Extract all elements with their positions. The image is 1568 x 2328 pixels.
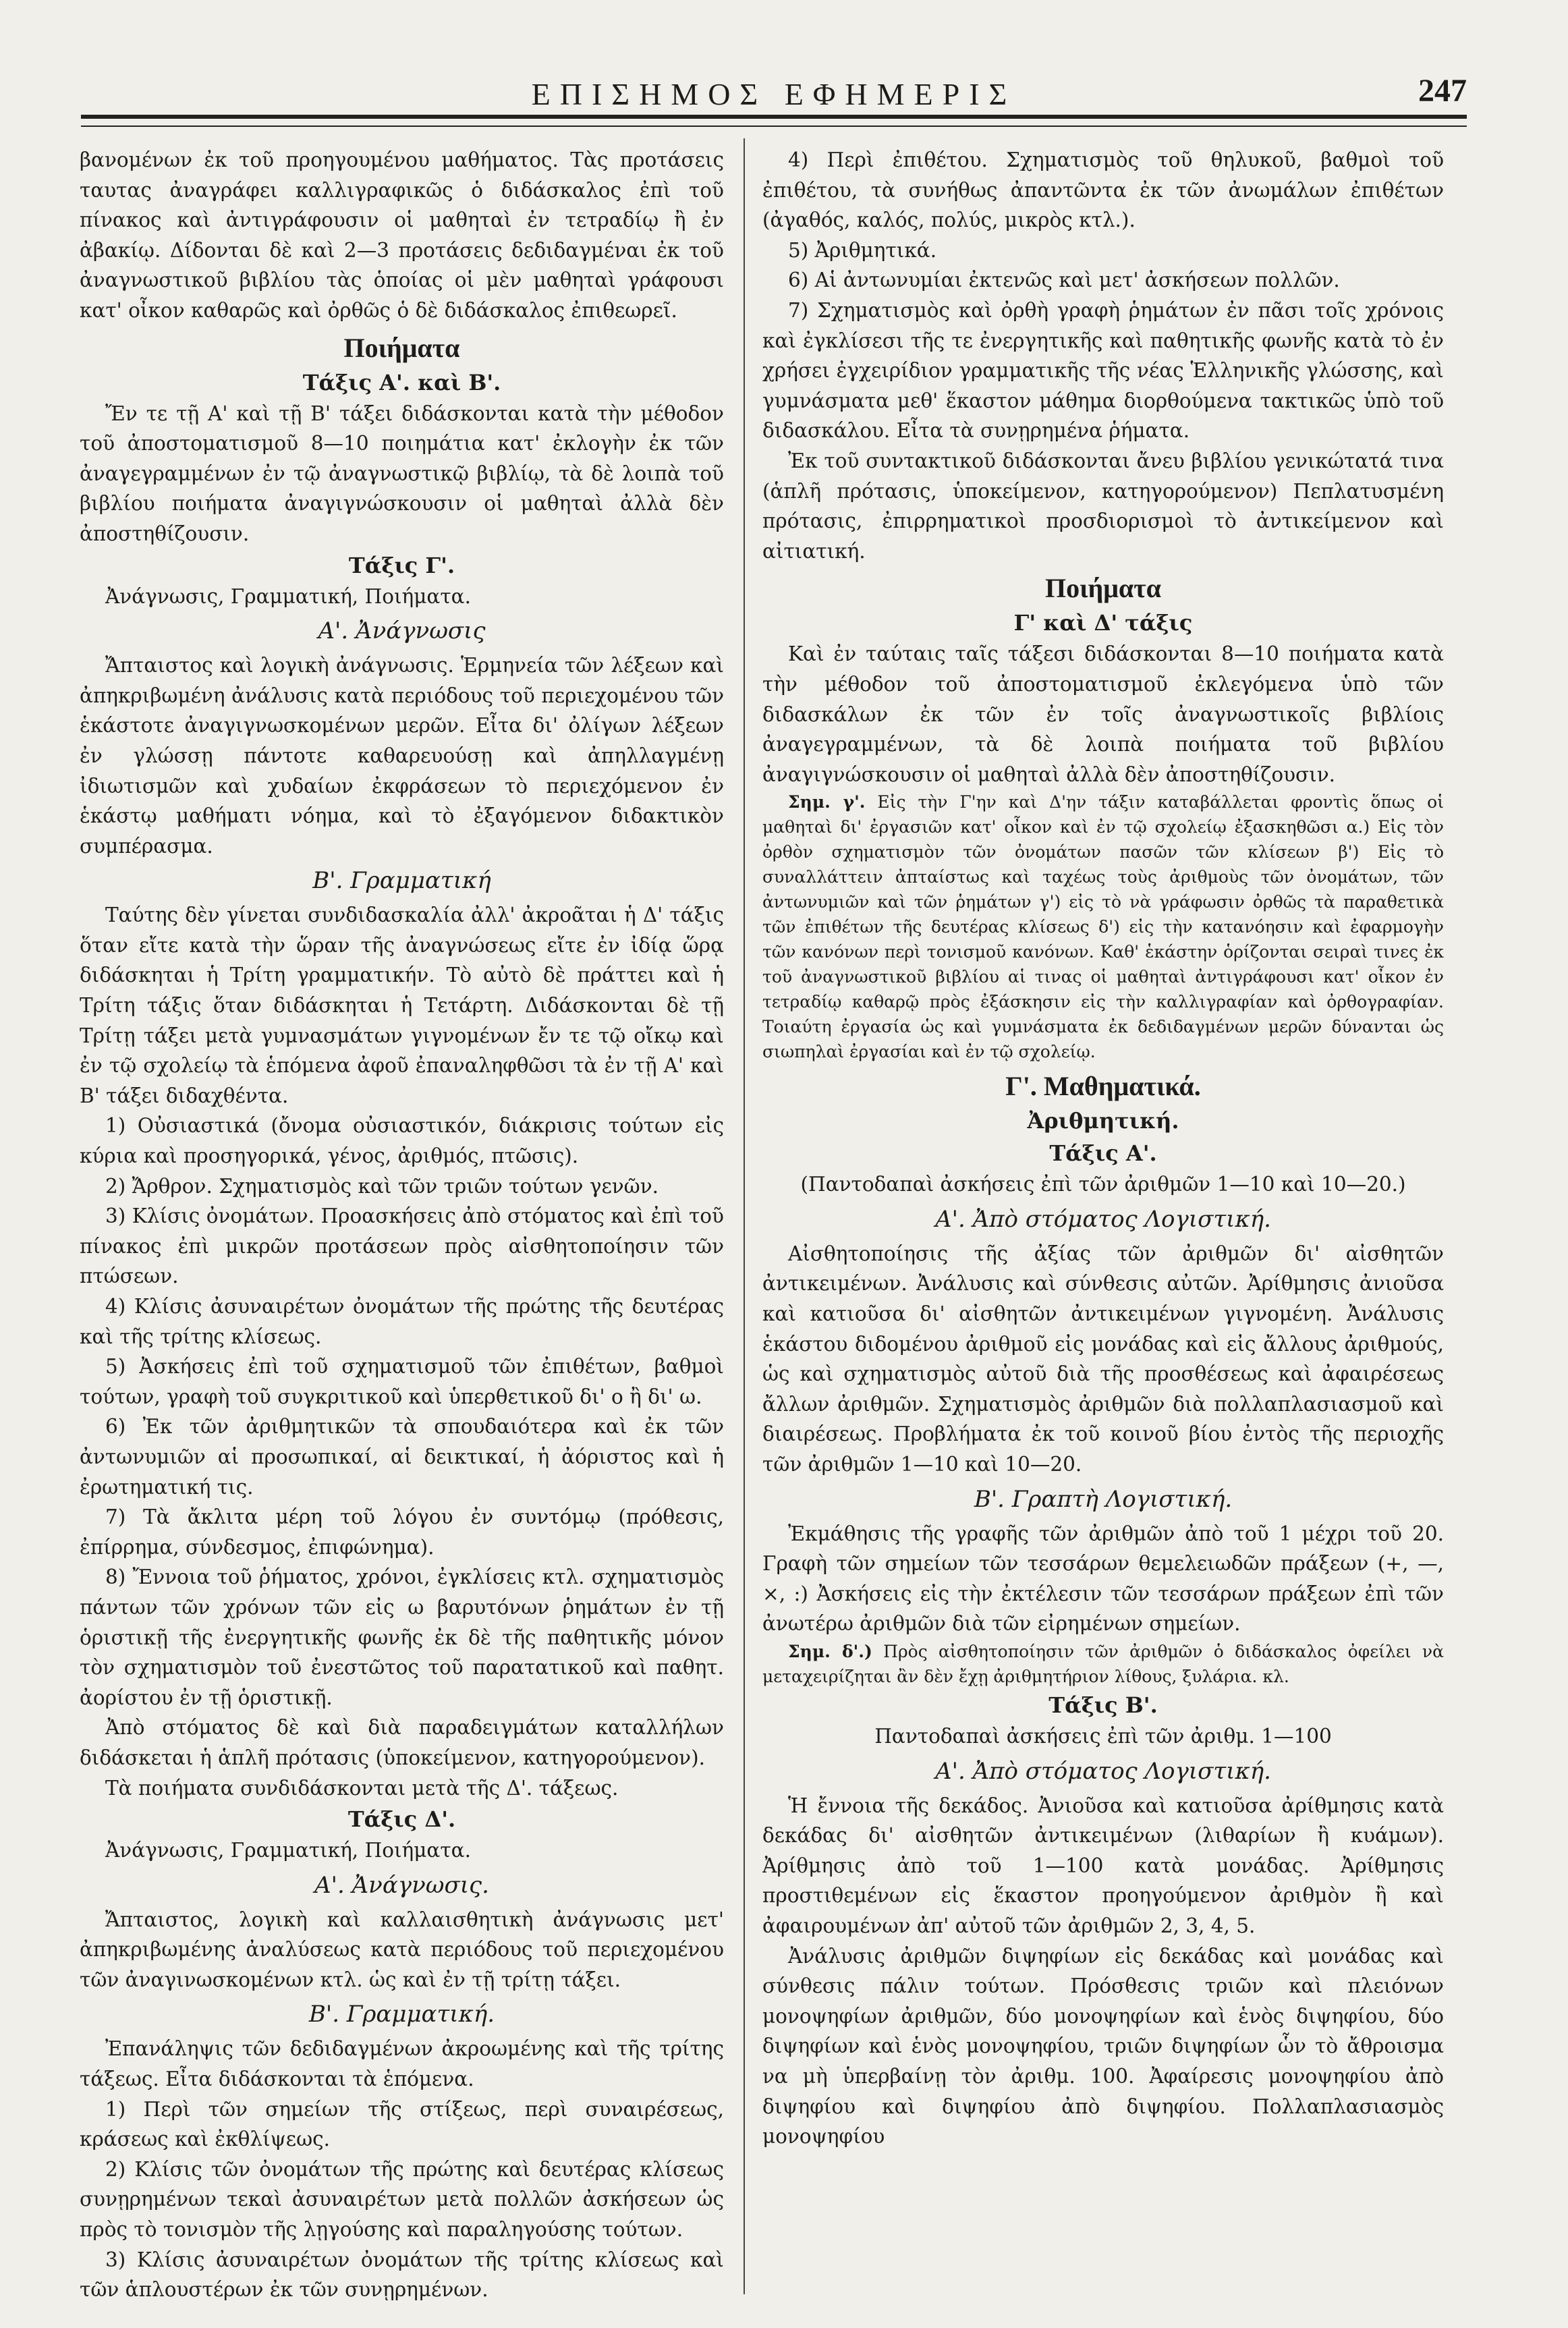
class-ab-heading: Τάξις Α'. καὶ Β'. bbox=[302, 369, 501, 395]
class-g-subjects: Ἀνάγνωσις, Γραμματική, Ποιήματα. bbox=[105, 584, 471, 608]
note-text: Εἰς τὴν Γ'ην καὶ Δ'ην τάξιν καταβάλλεται φροντὶς ὅπως οἱ μαθηταὶ δι' ἐργασιῶν κατ' οἶκον καὶ ἐν τῷ σχολείῳ ἐξασκηθῶσι α.) Εἰς τὸν ὀρθὸν σχηματισμὸν τῶν ὀνομάτων πασῶν τῶν κλίσεων β') Εἰς τὸ συναλλάττειν ἀπταίστως καὶ ταχέως τοὺς ἀριθμοὺς τῶν ὀνομάτων, τῶν ἀντωνυμιῶν καὶ τῶν ῥημάτων γ') εἰς τὸ νὰ γράφωσιν ὀρθῶς τὰ παραθετικὰ τῶν ἐπιθέτων τῆς δευτέρας κλίσεως δ') εἰς τὴν κατανόησιν καὶ ἐφαρμογὴν τῶν κανόνων περὶ τονισμοῦ κανόνων. Καθ' ἑκάστην ὁρίζονται σειραὶ τινες ἐκ τοῦ ἀναγνωστικοῦ βιβλίου αἱ τινας οἱ μαθηταὶ ἀντιγράφουσι κατ' οἶκον ἐν τετραδίῳ καθαρῷ πρὸς ἐξάσκησιν εἰς τὴν καλλιγραφίαν καὶ ὀρθογραφίαν. Τοιαύτη ἐργασία ὡς καὶ γυμνάσματα ἐκ δεδιδαγμένων μερῶν δύνανται ὡς σιωπηλαὶ ἐργασίαι καὶ ἐν τῷ σχολείῳ. bbox=[762, 792, 1444, 1062]
grammar-d-item: 7) Σχηματισμὸς καὶ ὀρθὴ γραφὴ ῥημάτων ἐν πᾶσι τοῖς χρόνοις καὶ ἐγκλίσεσι τῆς τε ἐνεργητικῆς καὶ παθητικῆς φωνῆς κατὰ τὸ ἐν χρήσει ἐγχειρίδιον γραμματικῆς τῆς νέας Ἑλληνικῆς γλώσσης, καὶ γυμνάσματα μεθ' ἕκαστον μάθημα διορθούμενα τακτικῶς ὑπὸ τοῦ διδασκάλου. Εἶτα τὰ συνῃρημένα ῥήματα. bbox=[762, 298, 1444, 443]
grammar-d-item: 3) Κλίσις ἀσυναιρέτων ὀνομάτων τῆς τρίτης κλίσεως καὶ τῶν ἁπλουστέρων ἐκ τῶν συνῃρημένων. bbox=[80, 2248, 724, 2301]
grammar-item: 7) Τὰ ἄκλιτα μέρη τοῦ λόγου ἐν συντόμῳ (πρόθεσις, ἐπίρρημα, σύνδεσμος, ἐπιφώνημα). bbox=[80, 1505, 724, 1559]
grammar-after-paragraph: Ἀπὸ στόματος δὲ καὶ διὰ παραδειγμάτων καταλλήλων διδάσκεται ἡ ἁπλῆ πρότασις (ὑποκείμενον, κατηγορούμενον). bbox=[80, 1716, 724, 1769]
note-label: Σημ. γ'. bbox=[788, 792, 866, 812]
grammar-item: 8) Ἔννοια τοῦ ῥήματος, χρόνοι, ἐγκλίσεις κτλ. σχηματισμὸς πάντων τῶν χρόνων τῶν εἰς ω βαρυτόνων ῥημάτων ἐν τῇ ὁριστικῇ τῆς ἐνεργητικῆς φωνῆς ἐκ δὲ τῆς παθητικῆς μόνον τὸν σχηματισμὸν τοῦ ἐνεστῶτος τοῦ παρατατικοῦ καὶ παθητ. ἀορίστου ἐν τῇ ὁριστικῇ. bbox=[80, 1565, 724, 1709]
oral-b-paragraph: Ἡ ἔννοια τῆς δεκάδος. Ἀνιοῦσα καὶ κατιοῦσα ἀρίθμησις κατὰ δεκάδας δι' αἰσθητῶν ἀντικειμένων (λιθαρίων ἢ κυάμων). Ἀρίθμησις ἀπὸ τοῦ 1—100 κατὰ μονάδας. Ἀρίθμησις προστιθεμένων εἰς ἕκαστον προηγούμενον ἀριθμὸν ἢ καὶ ἀφαιρουμένων ἀπ' αὐτοῦ τῶν ἀριθμῶν 2, 3, 4, 5. bbox=[762, 1794, 1444, 1937]
poems-heading: Ποιήματα bbox=[343, 332, 460, 363]
grammar-item: 4) Κλίσις ἀσυναιρέτων ὀνομάτων τῆς πρώτης τῆς δευτέρας καὶ τῆς τρίτης κλίσεως. bbox=[80, 1295, 724, 1348]
note-label: Σημ. δ'.) bbox=[788, 1642, 872, 1661]
grammar-d-item: 4) Περὶ ἐπιθέτου. Σχηματισμὸς τοῦ θηλυκοῦ, βαθμοὶ τοῦ ἐπιθέτου, τὰ συνήθως ἀπαντῶντα ἐκ τῶν ἀνωμάλων ἐπιθέτων (ἀγαθός, καλός, πολύς, μικρὸς κτλ.). bbox=[762, 148, 1444, 232]
class-gd-heading: Γ' καὶ Δ' τάξις bbox=[1013, 610, 1193, 636]
written-a-paragraph: Ἐκμάθησις τῆς γραφῆς τῶν ἀριθμῶν ἀπὸ τοῦ 1 μέχρι τοῦ 20. Γραφὴ τῶν σημείων τῶν τεσσάρων θεμελειωδῶν πράξεων (+, —, ×, :) Ἀσκήσεις εἰς τὴν ἐκτέλεσιν τῶν τεσσάρων πράξεων ἐπὶ τῶν ἀνωτέρω ἀριθμῶν διὰ τῶν εἰρημένων σημείων. bbox=[762, 1522, 1444, 1636]
arithmetic-heading: Ἀριθμητική. bbox=[1027, 1108, 1179, 1134]
grammar-item: 1) Οὐσιαστικά (ὄνομα οὐσιαστικόν, διάκρισις τούτων εἰς κύρια καὶ προσηγορικά, γένος, ἀριθμός, πτῶσις). bbox=[80, 1114, 724, 1168]
right-column bbox=[762, 145, 1444, 2301]
reading-heading: Α'. Ἀνάγνωσις bbox=[318, 617, 486, 645]
oral-b-heading: Α'. Ἀπὸ στόματος Λογιστική. bbox=[935, 1757, 1271, 1785]
class-a-subtitle: (Παντοδαπαὶ ἀσκήσεις ἐπὶ τῶν ἀριθμῶν 1—10 καὶ 10—20.) bbox=[800, 1173, 1406, 1196]
written-a-heading: Β'. Γραπτὴ Λογιστική. bbox=[974, 1485, 1233, 1513]
reading-d-heading: Α'. Ἀνάγνωσις. bbox=[314, 1871, 489, 1899]
grammar-d-item: 5) Ἀριθμητικά. bbox=[788, 238, 937, 262]
note-d bbox=[762, 1639, 1444, 1689]
grammar-paragraph: Ταύτης δὲν γίνεται συνδιδασκαλία ἀλλ' ἀκροᾶται ἡ Δ' τάξις ὅταν εἴτε κατὰ τὴν ὥραν τῆς ἀναγνώσεως εἴτε ἐν ἰδίᾳ ὥρᾳ διδάσκηται ἡ Τρίτη γραμματικήν. Τὸ αὐτὸ δὲ πράττει καὶ ἡ Τρίτη τάξις ὅταν διδάσκηται ἡ Τετάρτη. Διδάσκονται δὲ τῇ Τρίτῃ τάξει μετὰ γυμνασμάτων γιγνομένων ἔν τε τῷ οἴκῳ καὶ ἐν τῷ σχολείῳ τὰ ἑπόμενα ἀφοῦ ἐπαναληφθῶσι τὰ ἐν τῇ Α' καὶ Β' τάξει διδαχθέντα. bbox=[80, 904, 724, 1107]
intro-paragraph: βανομένων ἐκ τοῦ προηγουμένου μαθήματος. Τὰς προτάσεις ταυτας ἀναγράφει καλλιγραφικῶς ὁ διδάσκαλος ἐπὶ τοῦ πίνακος καὶ ἀντιγράφουσιν οἱ μαθηταὶ ἐν τετραδίῳ ἢ ἐν ἀβακίῳ. Δίδονται δὲ καὶ 2—3 προτάσεις δεδιδαγμέναι ἐκ τοῦ ἀναγνωστικοῦ βιβλίου τὰς ὁποίας οἱ μὲν μαθηταὶ γράφουσι κατ' οἶκον καθαρῶς καὶ ὀρθῶς ὁ δὲ διδάσκαλος ἐπιθεωρεῖ. bbox=[80, 148, 724, 322]
grammar-item: 3) Κλίσις ὀνομάτων. Προασκήσεις ἀπὸ στόματος καὶ ἐπὶ τοῦ πίνακος ἐπὶ μικρῶν προτάσεων πρὸς αἰσθητοποίησιν τῶν πτώσεων. bbox=[80, 1204, 724, 1288]
math-heading: Γ'. Μαθηματικά. bbox=[1005, 1071, 1201, 1102]
grammar-poems-paragraph: Τὰ ποιήματα συνδιδάσκονται μετὰ τῆς Δ'. τάξεως. bbox=[105, 1776, 619, 1800]
analysis-paragraph: Ἀνάλυσις ἀριθμῶν διψηφίων εἰς δεκάδας καὶ μονάδας καὶ σύνθεσις πάλιν τούτων. Πρόσθεσις τριῶν καὶ πλειόνων μονοψηφίων ἀριθμῶν, δύο μονοψηφίων καὶ ἑνὸς διψηφίου, δύο διψηφίων καὶ ἑνὸς μονοψηφίου, τριῶν διψηφίων ὧν τὸ ἄθροισμα να μὴ ὑπερβαίνῃ τὸν ἀριθμ. 100. Ἀφαίρεσις μονοψηφίου ἀπὸ διψηφίου καὶ διψηφίου ἀπὸ διψηφίου. Πολλαπλασιασμὸς μονοψηφίου bbox=[762, 1944, 1444, 2149]
grammar-heading: Β'. Γραμματική bbox=[312, 867, 491, 895]
grammar-item: 6) Ἐκ τῶν ἀριθμητικῶν τὰ σπουδαιότερα καὶ ἐκ τῶν ἀντωνυμιῶν αἱ προσωπικαί, αἱ δεικτικαί, ἡ ἀόριστος καὶ ἡ ἐρωτηματική τις. bbox=[80, 1415, 724, 1499]
class-b-heading: Τάξις Β'. bbox=[1048, 1692, 1158, 1718]
grammar-item: 5) Ἀσκήσεις ἐπὶ τοῦ σχηματισμοῦ τῶν ἐπιθέτων, βαθμοὶ τούτων, γραφὴ τοῦ συγκριτικοῦ καὶ ὑπερθετικοῦ δι' ο ἢ δι' ω. bbox=[80, 1355, 724, 1408]
note-text: Πρὸς αἰσθητοποίησιν τῶν ἀριθμῶν ὁ διδάσκαλος ὀφείλει νὰ μεταχειρίζηται ἂν δὲν ἔχῃ ἀριθμητήριον λίθους, ξυλάρια. κλ. bbox=[762, 1642, 1444, 1686]
newspaper-title: ΕΠΙΣΗΜΟΣ ΕΦΗΜΕΡΙΣ bbox=[531, 77, 1017, 111]
note-g bbox=[762, 789, 1444, 1064]
class-b-subtitle: Παντοδαπαὶ ἀσκήσεις ἐπὶ τῶν ἀριθμ. 1—100 bbox=[874, 1725, 1332, 1748]
reading-d-paragraph: Ἄπταιστος, λογικὴ καὶ καλλαισθητικὴ ἀνάγνωσις μετ' ἀπηκριβωμένης ἀναλύσεως κατὰ περιόδους τοῦ περιεχομένου τῶν ἀναγινωσκομένων κτλ. ὡς καὶ ἐν τῇ τρίτῃ τάξει. bbox=[80, 1908, 724, 1991]
column-divider bbox=[744, 138, 745, 2294]
grammar-d-item: 1) Περὶ τῶν σημείων τῆς στίξεως, περὶ συναιρέσεως, κράσεως καὶ ἐκθλίψεως. bbox=[80, 2097, 724, 2151]
syntax-paragraph: Ἐκ τοῦ συντακτικοῦ διδάσκονται ἄνευ βιβλίου γενικώτατά τινα (ἁπλῆ πρότασις, ὑποκείμενον, κατηγορούμενον) Πεπλατυσμένη πρότασις, ἐπιρρηματικοὶ προσδιορισμοὶ τὸ ἀντικείμενον καὶ αἰτιατική. bbox=[762, 449, 1444, 563]
oral-a-paragraph: Αἰσθητοποίησις τῆς ἀξίας τῶν ἀριθμῶν δι' αἰσθητῶν ἀντικειμένων. Ἀνάλυσις καὶ σύνθεσις αὐτῶν. Ἀρίθμησις ἀνιοῦσα καὶ κατιοῦσα δι' αἰσθητῶν ἀντικειμένων γιγνομένη. Ἀνάλυσις ἑκάστου διδομένου ἀριθμοῦ εἰς μονάδας καὶ εἰς ἄλλους ἀριθμούς, ὡς καὶ σχηματισμὸς αὐτοῦ διὰ τῆς προσθέσεως καὶ ἀφαιρέσεως ἄλλων ἀριθμῶν. Σχηματισμὸς ἀριθμῶν διὰ πολλαπλασιασμοῦ καὶ διαιρέσεως. Προβλήματα ἐκ τοῦ κοινοῦ βίου ἐντὸς τῆς περιοχῆς τῶν ἀριθμῶν 1—10 καὶ 10—20. bbox=[762, 1242, 1444, 1476]
class-ab-paragraph: Ἔν τε τῇ Α' καὶ τῇ Β' τάξει διδάσκονται κατὰ τὴν μέθοδον τοῦ ἀποστοματισμοῦ 8—10 ποιημάτια κατ' ἐκλογὴν ἐκ τῶν ἀναγεγραμμένων ἐν τῷ ἀναγνωστικῷ βιβλίῳ, τὰ δὲ λοιπὰ τοῦ βιβλίου ποιήματα ἀναγιγνώσκουσιν οἱ μαθηταὶ ἀλλὰ δὲν ἀποστηθίζουσιν. bbox=[80, 401, 724, 545]
grammar-item: 2) Ἄρθρον. Σχηματισμὸς καὶ τῶν τριῶν τούτων γενῶν. bbox=[105, 1174, 659, 1198]
poems-heading: Ποιήματα bbox=[1045, 573, 1161, 604]
grammar-d-heading: Β'. Γραμματική. bbox=[308, 2001, 495, 2028]
grammar-d-item: 2) Κλίσις τῶν ὀνομάτων τῆς πρώτης καὶ δευτέρας κλίσεως συνῃρημένων τεκαὶ ἀσυναιρέτων μετὰ πολλῶν ἀσκήσεων ὡς πρὸς τὸ τονισμὸν τῆς λῃγούσης καὶ παραληγούσης τούτων. bbox=[80, 2157, 724, 2242]
oral-a-heading: Α'. Ἀπὸ στόματος Λογιστική. bbox=[935, 1205, 1271, 1233]
class-d-heading: Τάξις Δ'. bbox=[347, 1806, 456, 1833]
poems-paragraph: Καὶ ἐν ταύταις ταῖς τάξεσι διδάσκονται 8—10 ποιήματα κατὰ τὴν μέθοδον τοῦ ἀποστοματισμοῦ ἐκλεγόμενα ὑπὸ τῶν διδασκάλων ἐκ τῶν ἐν τοῖς ἀναγνωστικοῖς βιβλίοις ἀναγεγραμμένων, τὰ δὲ λοιπὰ ποιήματα τοῦ βιβλίου ἀναγιγνώσκουσιν οἱ μαθηταὶ ἀλλὰ δὲν ἀποστηθίζουσιν. bbox=[762, 642, 1444, 786]
page-header bbox=[81, 64, 1467, 111]
header-rule bbox=[81, 115, 1467, 127]
grammar-d-paragraph: Ἐπανάληψις τῶν δεδιδαγμένων ἀκροωμένης καὶ τῆς τρίτης τάξεως. Εἶτα διδάσκονται τὰ ἑπόμενα. bbox=[80, 2037, 724, 2091]
class-d-subjects: Ἀνάγνωσις, Γραμματική, Ποιήματα. bbox=[105, 1839, 471, 1862]
left-column bbox=[80, 145, 724, 2301]
reading-paragraph: Ἄπταιστος καὶ λογικὴ ἀνάγνωσις. Ἑρμηνεία τῶν λέξεων καὶ ἀπηκριβωμένη ἀνάλυσις κατὰ περιόδους τοῦ περιεχομένου τῶν ἑκάστοτε ἀναγιγνωσκομένων μερῶν. Εἶτα δι' ὀλίγων λέξεων ἐν γλώσσῃ πάντοτε καθαρευούσῃ καὶ ἀπηλλαγμένῃ ἰδιωτισμῶν καὶ χυδαίων ἐκφράσεων τὸ περιεχόμενον ἐν ἑκάστῳ μαθήματι νόημα, καὶ τὸ ἐξαγόμενον διδακτικὸν συμπέρασμα. bbox=[80, 654, 724, 858]
class-a-heading: Τάξις Α'. bbox=[1049, 1140, 1157, 1167]
grammar-d-item: 6) Αἱ ἀντωνυμίαι ἐκτενῶς καὶ μετ' ἀσκήσεων πολλῶν. bbox=[788, 269, 1340, 292]
class-g-heading: Τάξις Γ'. bbox=[348, 552, 455, 578]
page-number: 247 bbox=[1418, 73, 1467, 109]
